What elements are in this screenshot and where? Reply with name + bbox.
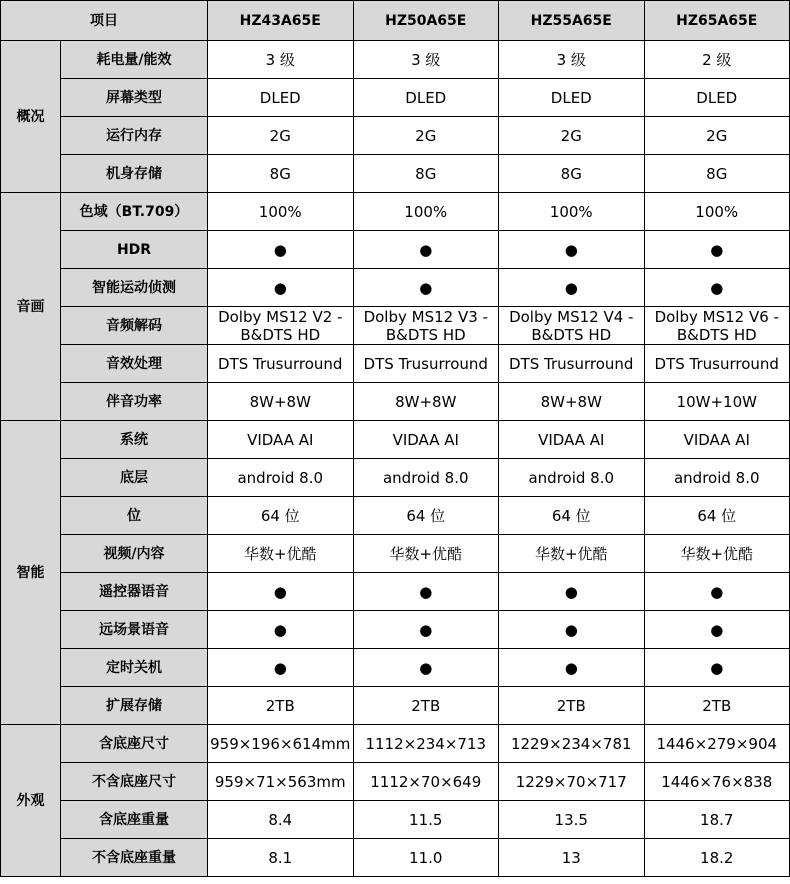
row-label: 遥控器语音 xyxy=(61,573,208,611)
value-cell: 8G xyxy=(644,155,790,193)
row-label: 机身存储 xyxy=(61,155,208,193)
table-row xyxy=(1,611,790,649)
row-label: 视频/内容 xyxy=(61,535,208,573)
value-cell: DTS Trusurround xyxy=(499,345,645,383)
value-cell: android 8.0 xyxy=(208,459,354,497)
value-cell: 18.7 xyxy=(644,801,790,839)
value-cell: 1112×70×649 xyxy=(353,763,499,801)
value-cell: 100% xyxy=(208,193,354,231)
value-cell: 华数+优酷 xyxy=(208,535,354,573)
value-cell: 11.0 xyxy=(353,839,499,877)
table-row xyxy=(1,497,790,535)
table-row xyxy=(1,763,790,801)
value-cell: 13.5 xyxy=(499,801,645,839)
row-label: 定时关机 xyxy=(61,649,208,687)
table-row xyxy=(1,231,790,269)
header-model: HZ50A65E xyxy=(353,1,499,41)
section-label-audio-video: 音画 xyxy=(1,193,61,421)
value-cell: 1112×234×713 xyxy=(353,725,499,763)
value-cell: 64 位 xyxy=(353,497,499,535)
value-cell: 2G xyxy=(499,117,645,155)
value-cell: 64 位 xyxy=(644,497,790,535)
table-row xyxy=(1,687,790,725)
row-label: 远场景语音 xyxy=(61,611,208,649)
supported-dot-cell: ● xyxy=(353,649,499,687)
spec-body xyxy=(1,41,790,877)
value-cell: 8G xyxy=(353,155,499,193)
row-label: 耗电量/能效 xyxy=(61,41,208,79)
table-row xyxy=(1,801,790,839)
row-label: 扩展存储 xyxy=(61,687,208,725)
supported-dot-cell: ● xyxy=(208,573,354,611)
row-label: 智能运动侦测 xyxy=(61,269,208,307)
value-cell: 8.4 xyxy=(208,801,354,839)
row-label: 不含底座尺寸 xyxy=(61,763,208,801)
value-cell: VIDAA AI xyxy=(208,421,354,459)
value-cell: 3 级 xyxy=(208,41,354,79)
value-cell: 8W+8W xyxy=(353,383,499,421)
table-row xyxy=(1,383,790,421)
row-label: 伴音功率 xyxy=(61,383,208,421)
supported-dot-cell: ● xyxy=(499,611,645,649)
value-cell: 8G xyxy=(208,155,354,193)
value-cell: Dolby MS12 V3 -B&DTS HD xyxy=(353,307,499,345)
row-label: 底层 xyxy=(61,459,208,497)
row-label: 屏幕类型 xyxy=(61,79,208,117)
value-cell: android 8.0 xyxy=(499,459,645,497)
value-cell: 8W+8W xyxy=(208,383,354,421)
value-cell: Dolby MS12 V6 -B&DTS HD xyxy=(644,307,790,345)
supported-dot-cell: ● xyxy=(353,573,499,611)
table-row xyxy=(1,725,790,763)
table-row xyxy=(1,79,790,117)
table-row xyxy=(1,117,790,155)
value-cell: 13 xyxy=(499,839,645,877)
supported-dot-cell: ● xyxy=(353,231,499,269)
row-label: 含底座重量 xyxy=(61,801,208,839)
table-row xyxy=(1,155,790,193)
row-label: 音效处理 xyxy=(61,345,208,383)
header-item: 项目 xyxy=(1,1,208,41)
value-cell: DLED xyxy=(208,79,354,117)
value-cell: DTS Trusurround xyxy=(208,345,354,383)
table-row xyxy=(1,193,790,231)
supported-dot-cell: ● xyxy=(208,269,354,307)
table-row xyxy=(1,269,790,307)
value-cell: DLED xyxy=(499,79,645,117)
value-cell: 100% xyxy=(353,193,499,231)
supported-dot-cell: ● xyxy=(208,649,354,687)
value-cell: VIDAA AI xyxy=(644,421,790,459)
table-row xyxy=(1,421,790,459)
value-cell: 1229×70×717 xyxy=(499,763,645,801)
table-row xyxy=(1,345,790,383)
row-label: 音频解码 xyxy=(61,307,208,345)
table-row xyxy=(1,573,790,611)
value-cell: 8.1 xyxy=(208,839,354,877)
value-cell: 100% xyxy=(644,193,790,231)
value-cell: 华数+优酷 xyxy=(353,535,499,573)
supported-dot-cell: ● xyxy=(499,231,645,269)
table-row xyxy=(1,649,790,687)
supported-dot-cell: ● xyxy=(499,649,645,687)
value-cell: Dolby MS12 V4 -B&DTS HD xyxy=(499,307,645,345)
value-cell: Dolby MS12 V2 -B&DTS HD xyxy=(208,307,354,345)
header-row xyxy=(1,1,790,41)
table-row xyxy=(1,459,790,497)
value-cell: android 8.0 xyxy=(353,459,499,497)
row-label: 含底座尺寸 xyxy=(61,725,208,763)
value-cell: 11.5 xyxy=(353,801,499,839)
value-cell: 2G xyxy=(208,117,354,155)
value-cell: 2TB xyxy=(208,687,354,725)
section-label-smart: 智能 xyxy=(1,421,61,725)
value-cell: 8W+8W xyxy=(499,383,645,421)
supported-dot-cell: ● xyxy=(644,269,790,307)
supported-dot-cell: ● xyxy=(499,269,645,307)
row-label: 色域（BT.709） xyxy=(61,193,208,231)
value-cell: 2G xyxy=(644,117,790,155)
value-cell: 959×196×614mm xyxy=(208,725,354,763)
table-row xyxy=(1,41,790,79)
supported-dot-cell: ● xyxy=(208,231,354,269)
table-row xyxy=(1,535,790,573)
value-cell: 华数+优酷 xyxy=(499,535,645,573)
header-model: HZ55A65E xyxy=(499,1,645,41)
value-cell: VIDAA AI xyxy=(353,421,499,459)
value-cell: android 8.0 xyxy=(644,459,790,497)
value-cell: 1446×279×904 xyxy=(644,725,790,763)
header-model: HZ43A65E xyxy=(208,1,354,41)
supported-dot-cell: ● xyxy=(208,611,354,649)
value-cell: 64 位 xyxy=(208,497,354,535)
row-label: 不含底座重量 xyxy=(61,839,208,877)
value-cell: 1446×76×838 xyxy=(644,763,790,801)
value-cell: 100% xyxy=(499,193,645,231)
value-cell: 8G xyxy=(499,155,645,193)
supported-dot-cell: ● xyxy=(644,231,790,269)
value-cell: 2TB xyxy=(353,687,499,725)
table-row xyxy=(1,839,790,877)
value-cell: 2G xyxy=(353,117,499,155)
value-cell: 1229×234×781 xyxy=(499,725,645,763)
value-cell: 华数+优酷 xyxy=(644,535,790,573)
supported-dot-cell: ● xyxy=(644,573,790,611)
supported-dot-cell: ● xyxy=(499,573,645,611)
value-cell: 10W+10W xyxy=(644,383,790,421)
supported-dot-cell: ● xyxy=(353,611,499,649)
row-label: HDR xyxy=(61,231,208,269)
value-cell: DLED xyxy=(353,79,499,117)
table-row xyxy=(1,307,790,345)
row-label: 位 xyxy=(61,497,208,535)
supported-dot-cell: ● xyxy=(644,649,790,687)
header-model: HZ65A65E xyxy=(644,1,790,41)
supported-dot-cell: ● xyxy=(644,611,790,649)
supported-dot-cell: ● xyxy=(353,269,499,307)
section-label-appearance: 外观 xyxy=(1,725,61,877)
value-cell: VIDAA AI xyxy=(499,421,645,459)
value-cell: DLED xyxy=(644,79,790,117)
value-cell: 3 级 xyxy=(499,41,645,79)
value-cell: DTS Trusurround xyxy=(353,345,499,383)
value-cell: 959×71×563mm xyxy=(208,763,354,801)
value-cell: 18.2 xyxy=(644,839,790,877)
row-label: 系统 xyxy=(61,421,208,459)
row-label: 运行内存 xyxy=(61,117,208,155)
section-label-overview: 概况 xyxy=(1,41,61,193)
value-cell: DTS Trusurround xyxy=(644,345,790,383)
value-cell: 3 级 xyxy=(353,41,499,79)
value-cell: 2TB xyxy=(499,687,645,725)
value-cell: 2 级 xyxy=(644,41,790,79)
value-cell: 64 位 xyxy=(499,497,645,535)
value-cell: 2TB xyxy=(644,687,790,725)
